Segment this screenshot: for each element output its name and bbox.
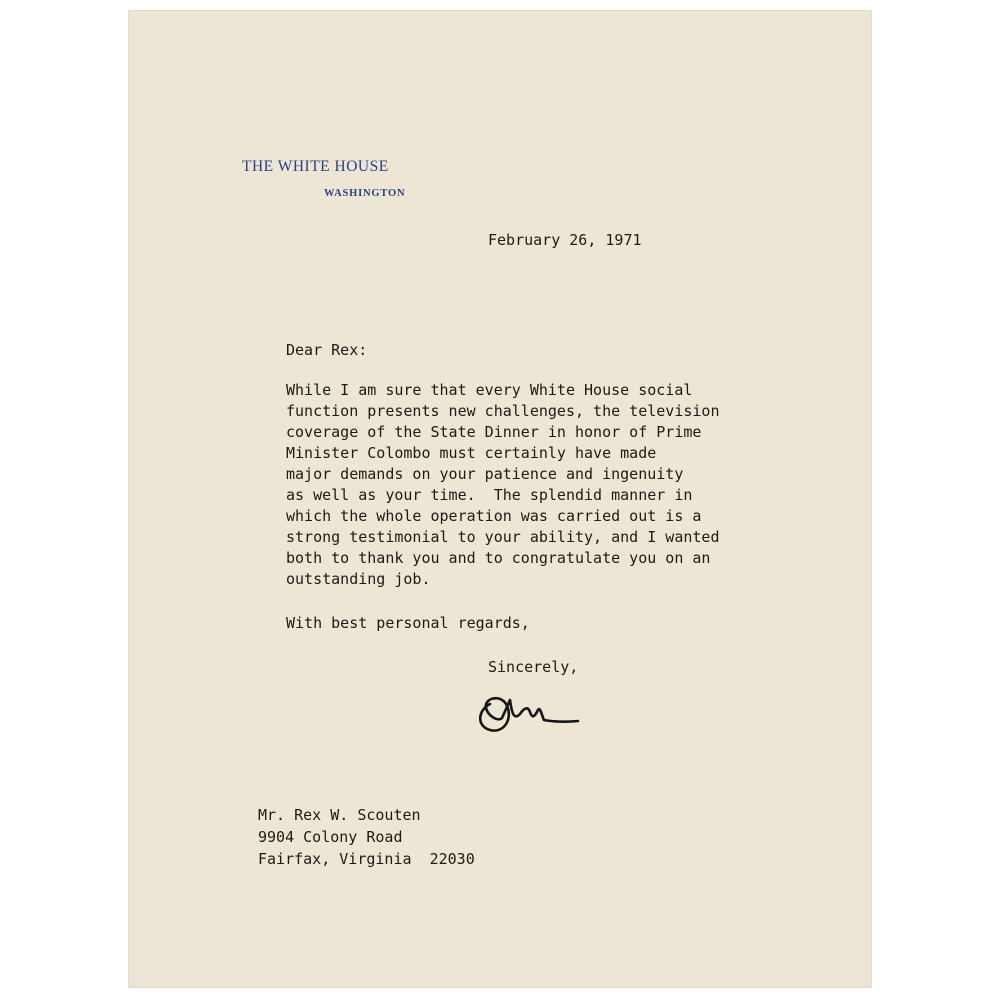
body-line: function presents new challenges, the television <box>286 402 720 420</box>
letter-page <box>128 10 872 988</box>
closing-line: With best personal regards, <box>286 614 530 632</box>
body-line: strong testimonial to your ability, and I wanted <box>286 528 720 546</box>
body-line: coverage of the State Dinner in honor of Prime <box>286 423 702 441</box>
letter-date: February 26, 1971 <box>488 231 642 249</box>
salutation: Dear Rex: <box>286 341 368 359</box>
body-line: While I am sure that every White House social <box>286 381 693 399</box>
body-line: as well as your time. The splendid manner in <box>286 486 693 504</box>
address-line: 9904 Colony Road <box>258 828 403 846</box>
body-line: outstanding job. <box>286 570 431 588</box>
address-line: Mr. Rex W. Scouten <box>258 806 421 824</box>
letterhead-title: THE WHITE HOUSE <box>242 158 389 175</box>
body-line: which the whole operation was carried out is a <box>286 507 702 525</box>
body-line: Minister Colombo must certainly have made <box>286 444 657 462</box>
body-line: both to thank you and to congratulate you on an <box>286 549 711 567</box>
body-line: major demands on your patience and ingenuity <box>286 465 684 483</box>
signoff: Sincerely, <box>488 658 579 676</box>
letterhead-subtitle: WASHINGTON <box>324 188 406 199</box>
address-line: Fairfax, Virginia 22030 <box>258 850 475 868</box>
signature <box>472 682 582 738</box>
